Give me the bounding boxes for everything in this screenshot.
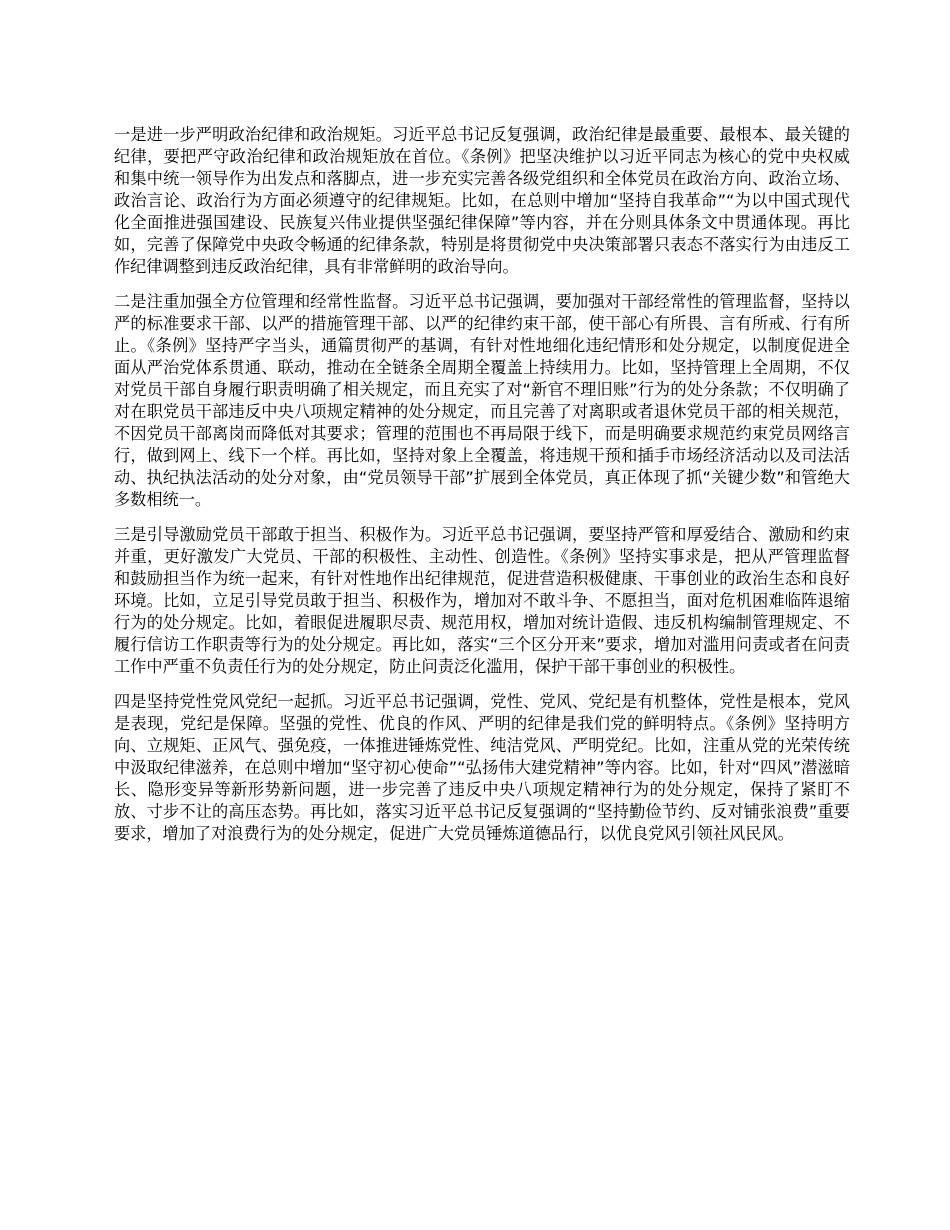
paragraph-encourage-responsibility: 三是引导激励党员干部敢于担当、积极作为。习近平总书记强调，要坚持严管和厚爱结合、激励和约束并重，更好激发广大党员、干部的积极性、主动性、创造性。《条例》坚持实事求是，把从严管理监督和鼓励担当作为统一起来，有针对性地作出纪律规范，促进营造积极健康、干事创业的政治生态和良好环境。比如，立足引导党员敢于担当、积极作为，增加对不敢斗争、不愿担当，面对危机困难临阵退缩行为的处分规定。比如，着眼促进履职尽责、规范用权，增加对统计造假、违反机构编制管理规定、不履行信访工作职责等行为的处分规定。再比如，落实“三个区分开来”要求，增加对滥用问责或者在问责工作中严重不负责任行为的处分规定，防止问责泛化滥用，保护干部干事创业的积极性。	[114, 525, 850, 676]
paragraph-management-supervision: 二是注重加强全方位管理和经常性监督。习近平总书记强调，要加强对干部经常性的管理监督，坚持以严的标准要求干部、以严的措施管理干部、以严的纪律约束干部，使干部心有所畏、言有所戒、行有所止。《条例》坚持严字当头，通篇贯彻严的基调，有针对性地细化违纪情形和处分规定，以制度促进全面从严治党体系贯通、联动，推动在全链条全周期全覆盖上持续用力。比如，坚持管理上全周期，不仅对党员干部自身履行职责明确了相关规定，而且充实了对“新官不理旧账”行为的处分条款；不仅明确了对在职党员干部违反中央八项规定精神的处分规定，而且完善了对离职或者退休党员干部的相关规范，不因党员干部离岗而降低对其要求；管理的范围也不再局限于线下，而是明确要求规范约束党员网络言行，做到网上、线下一个样。再比如，坚持对象上全覆盖，将违规干预和插手市场经济活动以及司法活动、执纪执法活动的处分对象，由“党员领导干部”扩展到全体党员，真正体现了抓“关键少数”和管绝大多数相统一。	[114, 292, 850, 509]
paragraph-party-spirit-style-discipline: 四是坚持党性党风党纪一起抓。习近平总书记强调，党性、党风、党纪是有机整体，党性是根本，党风是表现，党纪是保障。坚强的党性、优良的作风、严明的纪律是我们党的鲜明特点。《条例》坚持明方向、立规矩、正风气、强免疫，一体推进锤炼党性、纯洁党风、严明党纪。比如，注重从党的光荣传统中汲取纪律滋养，在总则中增加“坚守初心使命”“弘扬伟大建党精神”等内容。比如，针对“四风”潜滋暗长、隐形变异等新形势新问题，进一步完善了违反中央八项规定精神行为的处分规定，保持了紧盯不放、寸步不让的高压态势。再比如，落实习近平总书记反复强调的“坚持勤俭节约、反对铺张浪费”重要要求，增加了对浪费行为的处分规定，促进广大党员锤炼道德品行，以优良党风引领社风民风。	[114, 692, 850, 843]
document-body	[114, 124, 850, 858]
paragraph-political-discipline: 一是进一步严明政治纪律和政治规矩。习近平总书记反复强调，政治纪律是最重要、最根本、最关键的纪律，要把严守政治纪律和政治规矩放在首位。《条例》把坚决维护以习近平同志为核心的党中央权威和集中统一领导作为出发点和落脚点，进一步充实完善各级党组织和全体党员在政治方向、政治立场、政治言论、政治行为方面必须遵守的纪律规矩。比如，在总则中增加“坚持自我革命”“为以中国式现代化全面推进强国建设、民族复兴伟业提供坚强纪律保障”等内容，并在分则具体条文中贯通体现。再比如，完善了保障党中央政令畅通的纪律条款，特别是将贯彻党中央决策部署只表态不落实行为由违反工作纪律调整到违反政治纪律，具有非常鲜明的政治导向。	[114, 125, 850, 276]
